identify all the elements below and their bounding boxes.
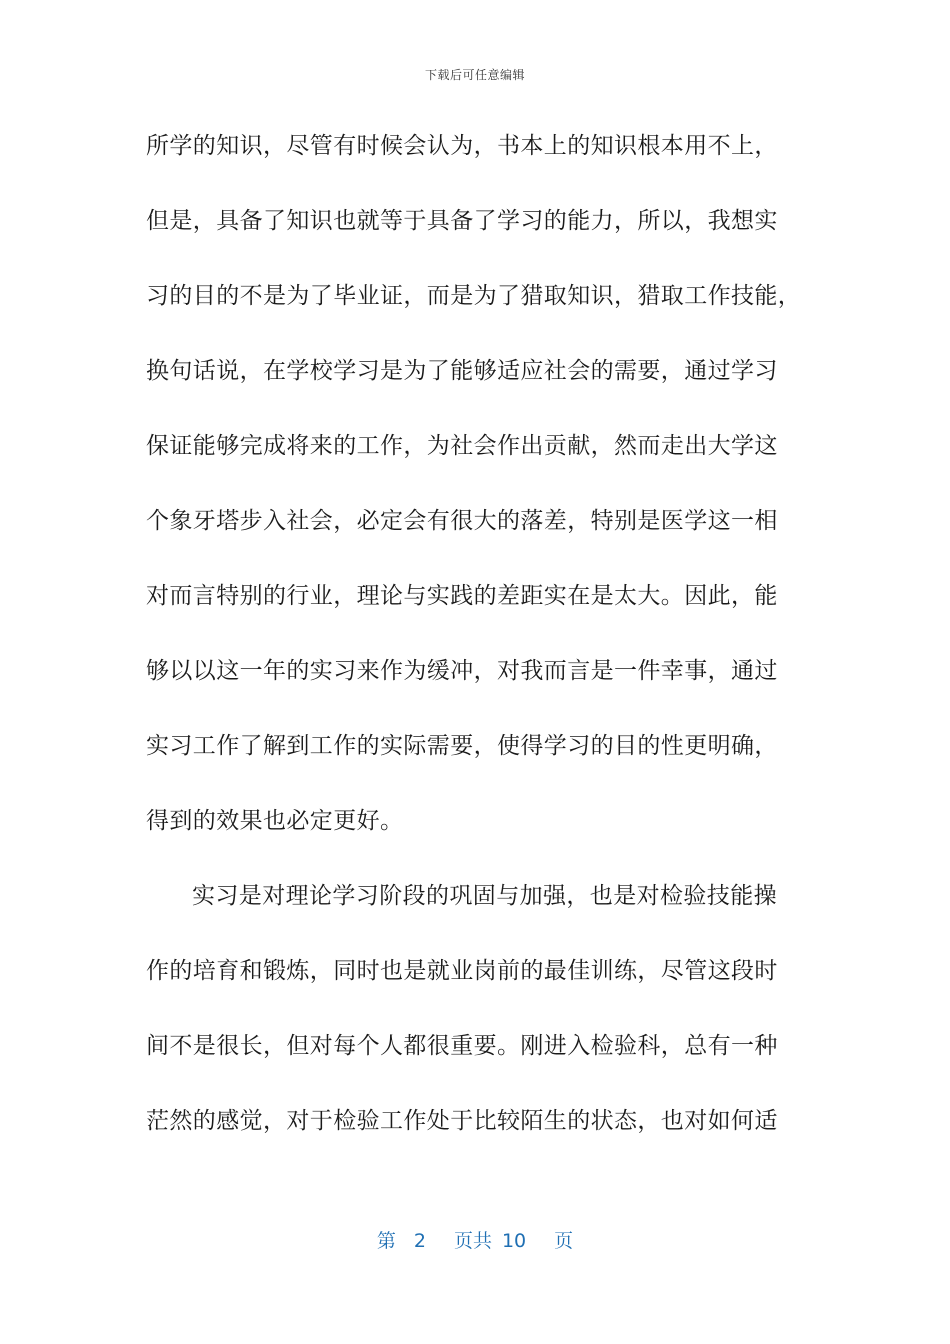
- page-footer: [0, 1226, 950, 1253]
- text-line: 得到的效果也必定更好。: [146, 808, 404, 834]
- text-line: 实习工作了解到工作的实际需要，使得学习的目的性更明确，: [146, 733, 778, 759]
- text-line: 够以以这一年的实习来作为缓冲，对我而言是一件幸事，通过: [146, 658, 778, 684]
- page-mid: 页共: [453, 1230, 492, 1252]
- text-line: 茫然的感觉，对于检验工作处于比较陌生的状态，也对如何适: [146, 1108, 778, 1134]
- page-prefix: 第: [376, 1230, 396, 1252]
- total-pages: 10: [501, 1230, 527, 1252]
- text-line: 换句话说，在学校学习是为了能够适应社会的需要，通过学习: [146, 358, 778, 384]
- header-note: 下载后可任意编辑: [424, 68, 525, 82]
- text-line: 习的目的不是为了毕业证，而是为了猎取知识，猎取工作技能，: [146, 283, 802, 309]
- text-line: 对而言特别的行业，理论与实践的差距实在是太大。因此，能: [146, 583, 778, 609]
- page-number: 2: [413, 1230, 426, 1252]
- document-body: [146, 126, 806, 1176]
- paragraph-start-line: 实习是对理论学习阶段的巩固与加强，也是对检验技能操: [192, 883, 777, 909]
- page-suffix: 页: [554, 1230, 574, 1252]
- text-line: 但是，具备了知识也就等于具备了学习的能力，所以，我想实: [146, 208, 778, 234]
- text-line: 个象牙塔步入社会，必定会有很大的落差，特别是医学这一相: [146, 508, 778, 534]
- text-line: 间不是很长，但对每个人都很重要。刚进入检验科，总有一种: [146, 1033, 778, 1059]
- text-line: 所学的知识，尽管有时候会认为，书本上的知识根本用不上，: [146, 133, 778, 159]
- text-line: 作的培育和锻炼，同时也是就业岗前的最佳训练，尽管这段时: [146, 958, 778, 984]
- text-line: 保证能够完成将来的工作，为社会作出贡献，然而走出大学这: [146, 433, 778, 459]
